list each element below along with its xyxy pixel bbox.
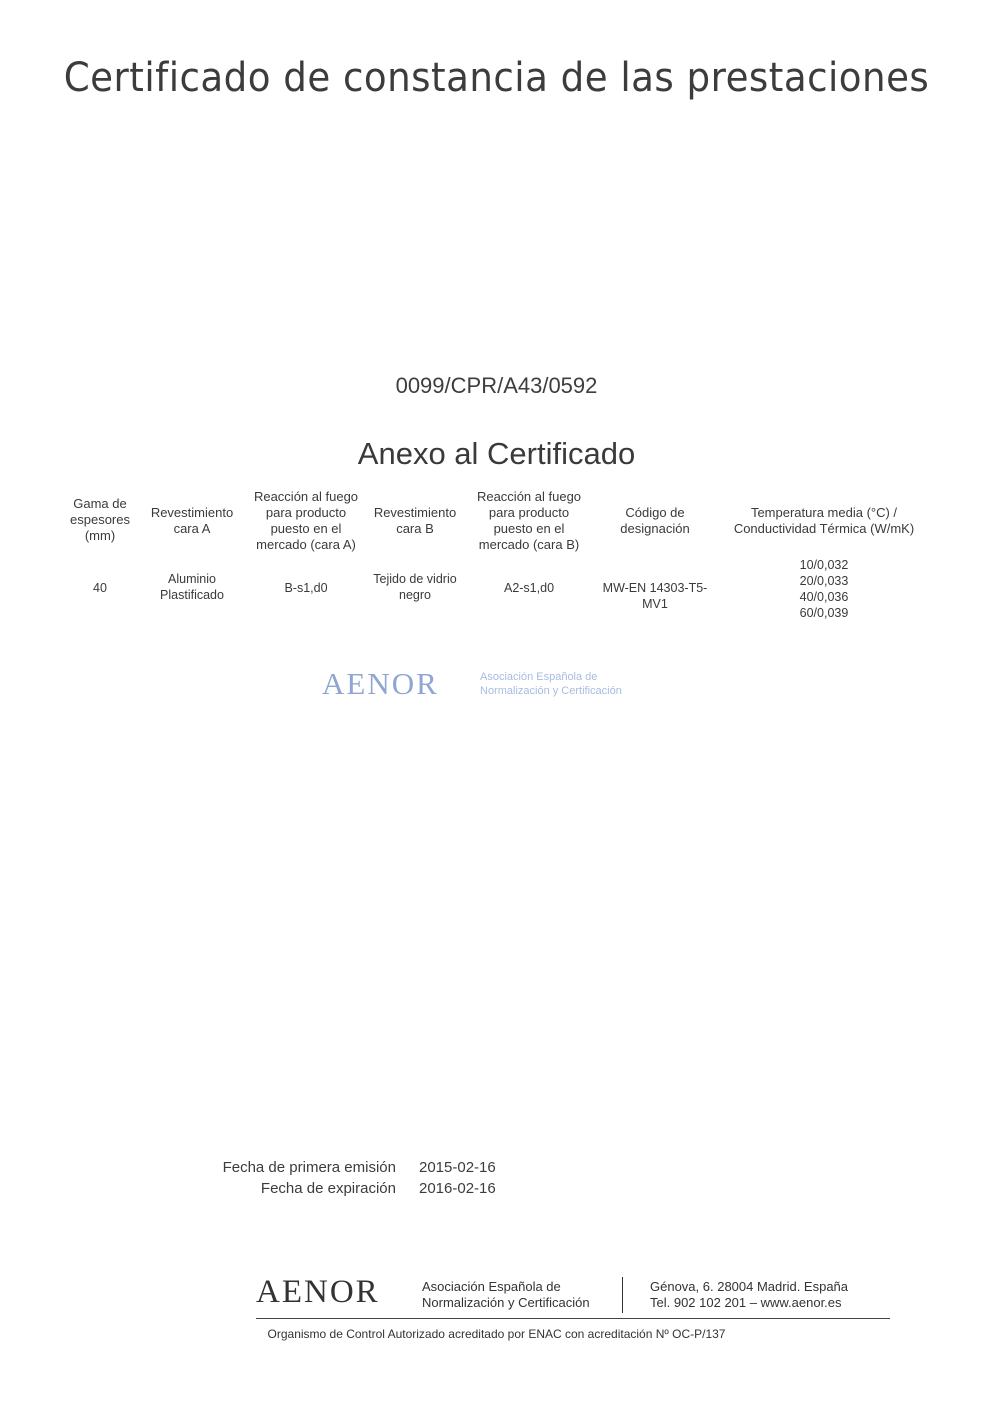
cell-coating-a: Aluminio Plastificado xyxy=(160,572,224,602)
footer-divider xyxy=(256,1318,890,1319)
footer-aenor-logo: AENOR xyxy=(256,1274,380,1310)
cell-coating-b: Tejido de vidrio negro xyxy=(373,572,457,602)
header-designation-code: Código de designación xyxy=(620,505,690,536)
cell-designation-code: MW-EN 14303-T5-MV1 xyxy=(602,581,708,611)
footer-separator xyxy=(622,1277,623,1313)
aenor-stamp-text: Asociación Española de Normalización y Certificación xyxy=(480,671,622,697)
expiry-label: Fecha de expiración xyxy=(260,1180,396,1197)
first-issue-date: 2015-02-16 xyxy=(419,1159,496,1176)
cell-thermal-values: 10/0,032 20/0,033 40/0,036 60/0,039 xyxy=(799,558,849,620)
cell-fire-reaction-b: A2-s1,d0 xyxy=(503,581,555,595)
footer-association: Asociación Española de Normalización y Certificación xyxy=(422,1279,590,1310)
header-fire-reaction-a: Reacción al fuego para producto puesto en el mercado (cara A) xyxy=(253,489,359,552)
cell-fire-reaction-a: B-s1,d0 xyxy=(284,581,328,595)
header-coating-b: Revestimiento cara B xyxy=(373,505,457,536)
footer-contact: Génova, 6. 28004 Madrid. España Tel. 902 102 201 – www.aenor.es xyxy=(650,1279,849,1310)
header-coating-a: Revestimiento cara A xyxy=(150,505,234,536)
certificate-number: 0099/CPR/A43/0592 xyxy=(395,373,598,398)
annex-title: Anexo al Certificado xyxy=(357,436,636,471)
cell-thickness: 40 xyxy=(93,581,107,595)
document-title: Certificado de constancia de las prestaciones xyxy=(63,55,930,101)
expiry-date: 2016-02-16 xyxy=(419,1180,496,1197)
header-fire-reaction-b: Reacción al fuego para producto puesto en el mercado (cara B) xyxy=(476,489,582,552)
header-thickness-range: Gama de espesores (mm) xyxy=(70,496,130,543)
first-issue-label: Fecha de primera emisión xyxy=(222,1159,396,1176)
footer-accreditation: Organismo de Control Autorizado acreditado por ENAC con acreditación Nº OC-P/137 xyxy=(267,1327,726,1341)
aenor-stamp-logo: AENOR xyxy=(322,666,439,701)
header-thermal-conductivity: Temperatura media (°C) / Conductividad Térmica (W/mK) xyxy=(733,505,915,536)
